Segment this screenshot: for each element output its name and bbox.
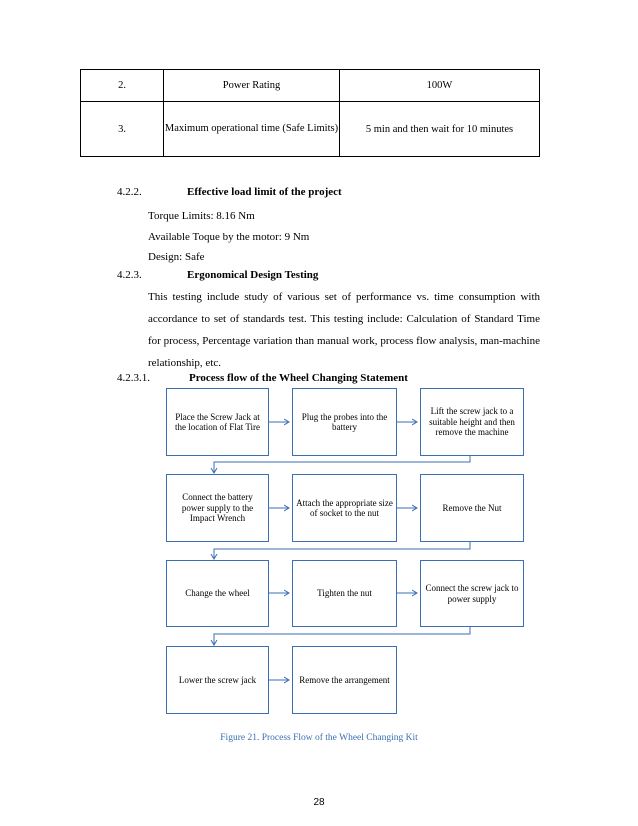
page-number: 28 xyxy=(313,797,325,808)
flow-step: Lower the screw jack xyxy=(166,646,269,714)
row-label: Power Rating xyxy=(164,70,340,102)
flow-step: Connect the battery power supply to the Impact Wrench xyxy=(166,474,269,542)
section-number: 4.2.3. xyxy=(117,269,142,281)
section-number: 4.2.2. xyxy=(117,186,142,198)
text-line: Design: Safe xyxy=(148,251,205,263)
flow-arrow xyxy=(214,456,470,473)
flow-step: Plug the probes into the battery xyxy=(292,388,397,456)
row-value: 5 min and then wait for 10 minutes xyxy=(340,102,540,157)
flow-step: Remove the Nut xyxy=(420,474,524,542)
flow-arrow xyxy=(214,627,470,645)
row-value: 100W xyxy=(340,70,540,102)
flow-step: Attach the appropriate size of socket to the nut xyxy=(292,474,397,542)
text-line: Torque Limits: 8.16 Nm xyxy=(148,210,255,222)
flow-step: Tighten the nut xyxy=(292,560,397,627)
flow-step: Connect the screw jack to power supply xyxy=(420,560,524,627)
section-title: Ergonomical Design Testing xyxy=(187,269,319,281)
flow-arrow xyxy=(214,542,470,559)
paragraph: This testing include study of various set of performance vs. time consumption with accordance to set of standards test. This testing include: Calculation of Standard Time for process, Percentage variation than manual work, process flow analysis, man-machine relationship, etc. xyxy=(148,291,540,369)
flow-step: Change the wheel xyxy=(166,560,269,627)
row-number: 3. xyxy=(81,102,164,157)
text-line: Available Toque by the motor: 9 Nm xyxy=(148,231,310,243)
flow-step: Remove the arrangement xyxy=(292,646,397,714)
flow-step: Place the Screw Jack at the location of Flat Tire xyxy=(166,388,269,456)
section-title: Effective load limit of the project xyxy=(187,186,342,198)
section-title: Process flow of the Wheel Changing Statement xyxy=(189,372,408,384)
figure-caption: Figure 21. Process Flow of the Wheel Changing Kit xyxy=(220,733,418,743)
flow-step: Lift the screw jack to a suitable height and then remove the machine xyxy=(420,388,524,456)
row-number: 2. xyxy=(81,70,164,102)
section-number: 4.2.3.1. xyxy=(117,372,150,384)
row-label: Maximum operational time (Safe Limits) xyxy=(164,102,340,157)
